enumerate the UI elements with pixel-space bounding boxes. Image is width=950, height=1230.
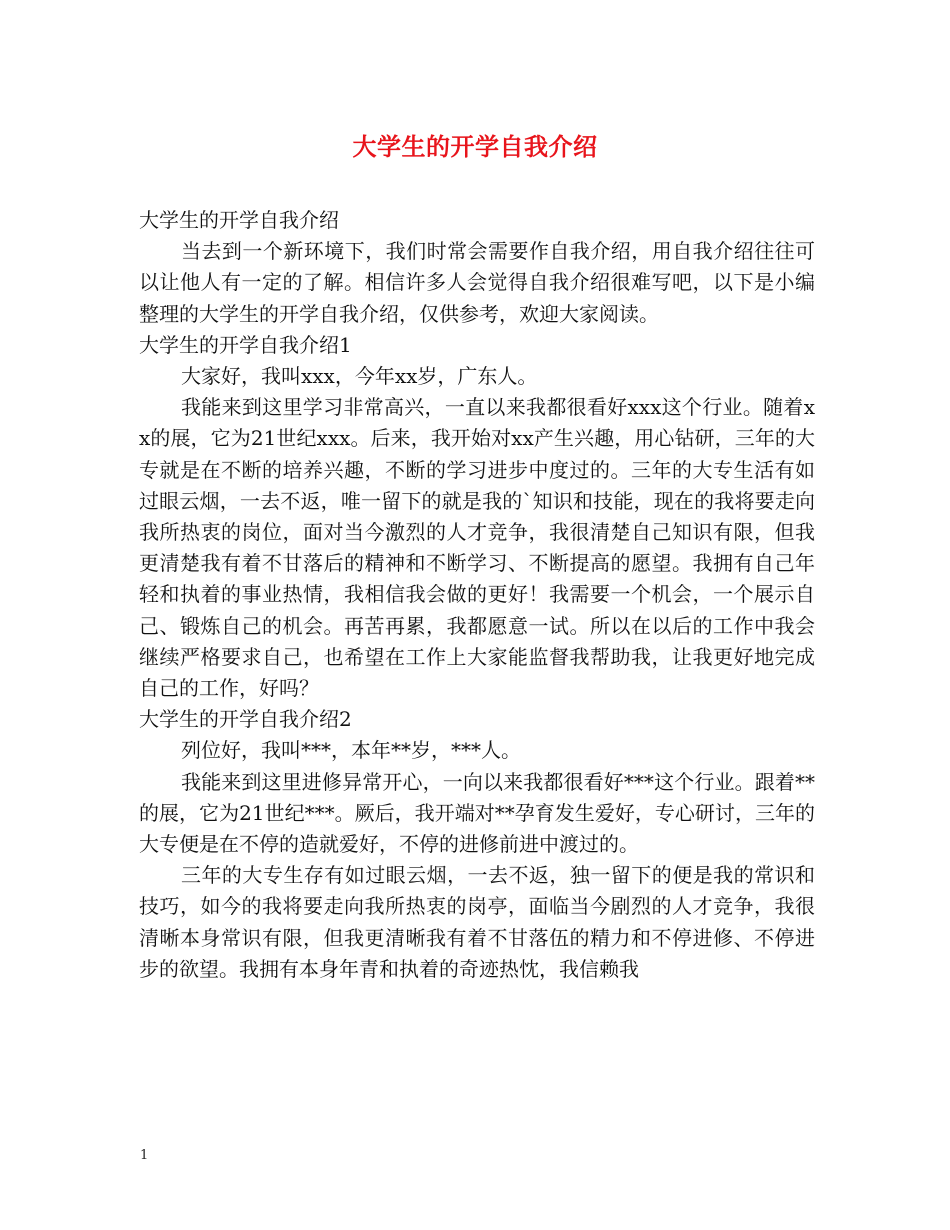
section-heading: 大学生的开学自我介绍2 <box>139 707 352 732</box>
body-paragraph: 大家好，我叫xxx，今年xx岁，广东人。 <box>181 364 538 389</box>
section-heading: 大学生的开学自我介绍 <box>139 208 339 232</box>
page-number: 1 <box>140 1148 149 1163</box>
body-paragraph: 我能来到这里进修异常开心，一向以来我都很看好***这个行业。跟着**的展，它为21世纪***。厥后，我开端对**孕育发生爱好，专心研讨，三年的大专便是在不停的造就爱好，不停的进修前进中渡过的。 <box>139 769 815 857</box>
body-paragraph: 我能来到这里学习非常高兴，一直以来我都很看好xxx这个行业。随着xx的展，它为21世纪xxx。后来，我开始对xx产生兴趣，用心钻研，三年的大专就是在不断的培养兴趣，不断的学习进步中度过的。三年的大专生活有如过眼云烟，一去不返，唯一留下的就是我的`知识和技能，现在的我将要走向我所热衷的岗位，面对当今激烈的人才竞争，我很清楚自己知识有限，但我更清楚我有着不甘落后的精神和不断学习、不断提高的愿望。我拥有自己年轻和执着的事业热情，我相信我会做的更好！我需要一个机会，一个展示自己、锻炼自己的机会。再苦再累，我都愿意一试。所以在以后的工作中我会继续严格要求自己，也希望在工作上大家能监督我帮助我，让我更好地完成自己的工作，好吗？ <box>139 395 815 701</box>
section-heading: 大学生的开学自我介绍1 <box>139 332 352 357</box>
body-paragraph: 当去到一个新环境下，我们时常会需要作自我介绍，用自我介绍往往可以让他人有一定的了解。相信许多人会觉得自我介绍很难写吧，以下是小编整理的大学生的开学自我介绍，仅供参考，欢迎大家阅读。 <box>139 239 815 326</box>
body-paragraph: 三年的大专生存有如过眼云烟，一去不返，独一留下的便是我的常识和技巧，如今的我将要走向我所热衷的岗亭，面临当今剧烈的人才竞争，我很清晰本身常识有限，但我更清晰我有着不甘落伍的精力和不停进修、不停进步的欲望。我拥有本身年青和执着的奇迹热忱，我信赖我 <box>139 863 815 981</box>
body-paragraph: 列位好，我叫***，本年**岁，***人。 <box>181 738 521 763</box>
document-body <box>139 205 815 985</box>
document-title: 大学生的开学自我介绍 <box>352 132 598 161</box>
